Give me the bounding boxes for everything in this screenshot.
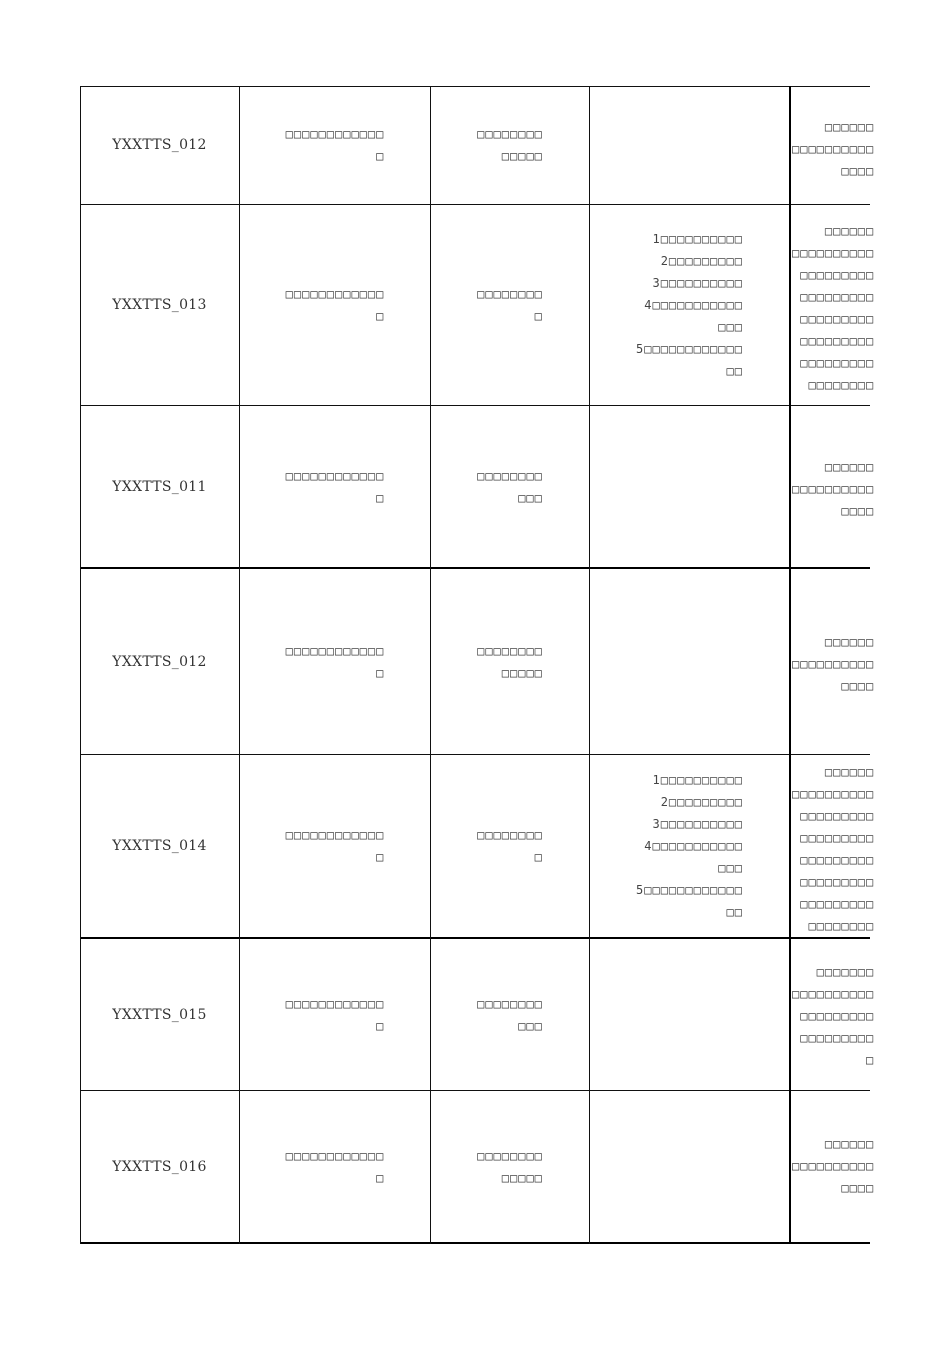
description-cell bbox=[240, 205, 430, 405]
row-id: YXXTTS_011 bbox=[112, 478, 207, 495]
steps-cell bbox=[590, 406, 789, 567]
result-text: □□□□□□ □□□□□□□□□□ □□□□□□□□□ □□□□□□□□□ □□□□□□□□□ □□□□□□□□□ □□□□□□□□□ □□□□□□□□ bbox=[792, 765, 875, 933]
steps-text: 1□□□□□□□□□□ 2□□□□□□□□□ 3□□□□□□□□□□ 4□□□□□□□□□□□ □□□ 5□□□□□□□□□□□□ □□ bbox=[636, 773, 743, 919]
result-cell bbox=[792, 961, 892, 1090]
condition-text: □□□□□□□□ □ bbox=[477, 828, 543, 864]
steps-cell bbox=[590, 569, 789, 754]
condition-cell bbox=[431, 939, 589, 1090]
description-text: □□□□□□□□□□□□ □ bbox=[285, 287, 385, 323]
steps-cell bbox=[590, 939, 789, 1090]
description-cell bbox=[240, 939, 430, 1090]
row-id: YXXTTS_013 bbox=[112, 297, 207, 313]
description-text: □□□□□□□□□□□□ □ bbox=[285, 468, 385, 505]
row-id-cell bbox=[80, 1091, 239, 1242]
description-text: □□□□□□□□□□□□ □ bbox=[285, 643, 385, 680]
condition-text: □□□□□□□□ □□□□□ bbox=[477, 127, 543, 163]
result-text: □□□□□□ □□□□□□□□□□ □□□□□□□□□ □□□□□□□□□ □□□□□□□□□ □□□□□□□□□ □□□□□□□□□ □□□□□□□□ bbox=[792, 224, 875, 392]
row-id-cell bbox=[80, 86, 239, 204]
result-cell bbox=[792, 456, 892, 567]
steps-cell bbox=[590, 1091, 789, 1242]
row-id-cell bbox=[80, 406, 239, 567]
description-text: □□□□□□□□□□□□ □ bbox=[285, 996, 385, 1033]
row-id: YXXTTS_015 bbox=[112, 1006, 207, 1023]
description-cell bbox=[240, 1091, 430, 1242]
row-id: YXXTTS_012 bbox=[112, 137, 207, 153]
result-text: □□□□□□ □□□□□□□□□□ □□□□ bbox=[792, 1137, 875, 1195]
condition-text: □□□□□□□□ □□□ bbox=[477, 996, 543, 1033]
row-id-cell bbox=[80, 569, 239, 754]
result-text: □□□□□□□ □□□□□□□□□□ □□□□□□□□□ □□□□□□□□□ □ bbox=[792, 965, 875, 1067]
condition-cell bbox=[431, 755, 589, 937]
steps-cell bbox=[590, 86, 789, 204]
result-cell bbox=[792, 1133, 892, 1242]
row-id: YXXTTS_016 bbox=[112, 1158, 207, 1175]
result-text: □□□□□□ □□□□□□□□□□ □□□□ bbox=[792, 120, 875, 178]
result-cell bbox=[792, 116, 892, 204]
result-cell bbox=[792, 761, 892, 937]
condition-text: □□□□□□□□ □□□ bbox=[477, 468, 543, 505]
condition-text: □□□□□□□□ □□□□□ bbox=[477, 1148, 543, 1185]
result-text: □□□□□□ □□□□□□□□□□ □□□□ bbox=[792, 635, 875, 693]
condition-cell bbox=[431, 86, 589, 204]
condition-cell bbox=[431, 205, 589, 405]
row-id: YXXTTS_014 bbox=[112, 838, 207, 854]
description-text: □□□□□□□□□□□□ □ bbox=[285, 828, 385, 864]
row-id-cell bbox=[80, 205, 239, 405]
description-cell bbox=[240, 569, 430, 754]
condition-text: □□□□□□□□ □□□□□ bbox=[477, 643, 543, 680]
condition-text: □□□□□□□□ □ bbox=[477, 287, 543, 323]
steps-text: 1□□□□□□□□□□ 2□□□□□□□□□ 3□□□□□□□□□□ 4□□□□□□□□□□□ □□□ 5□□□□□□□□□□□□ □□ bbox=[636, 232, 743, 378]
description-text: □□□□□□□□□□□□ □ bbox=[285, 1148, 385, 1185]
description-text: □□□□□□□□□□□□ □ bbox=[285, 127, 385, 163]
result-text: □□□□□□ □□□□□□□□□□ □□□□ bbox=[792, 460, 875, 518]
result-cell bbox=[792, 220, 892, 405]
steps-cell bbox=[590, 755, 789, 937]
description-cell bbox=[240, 755, 430, 937]
condition-cell bbox=[431, 569, 589, 754]
result-cell bbox=[792, 631, 892, 754]
document-table bbox=[80, 86, 875, 1244]
row-id-cell bbox=[80, 755, 239, 937]
row-id: YXXTTS_012 bbox=[112, 653, 207, 670]
description-cell bbox=[240, 406, 430, 567]
row-id-cell bbox=[80, 939, 239, 1090]
condition-cell bbox=[431, 1091, 589, 1242]
description-cell bbox=[240, 86, 430, 204]
condition-cell bbox=[431, 406, 589, 567]
steps-cell bbox=[590, 205, 789, 405]
